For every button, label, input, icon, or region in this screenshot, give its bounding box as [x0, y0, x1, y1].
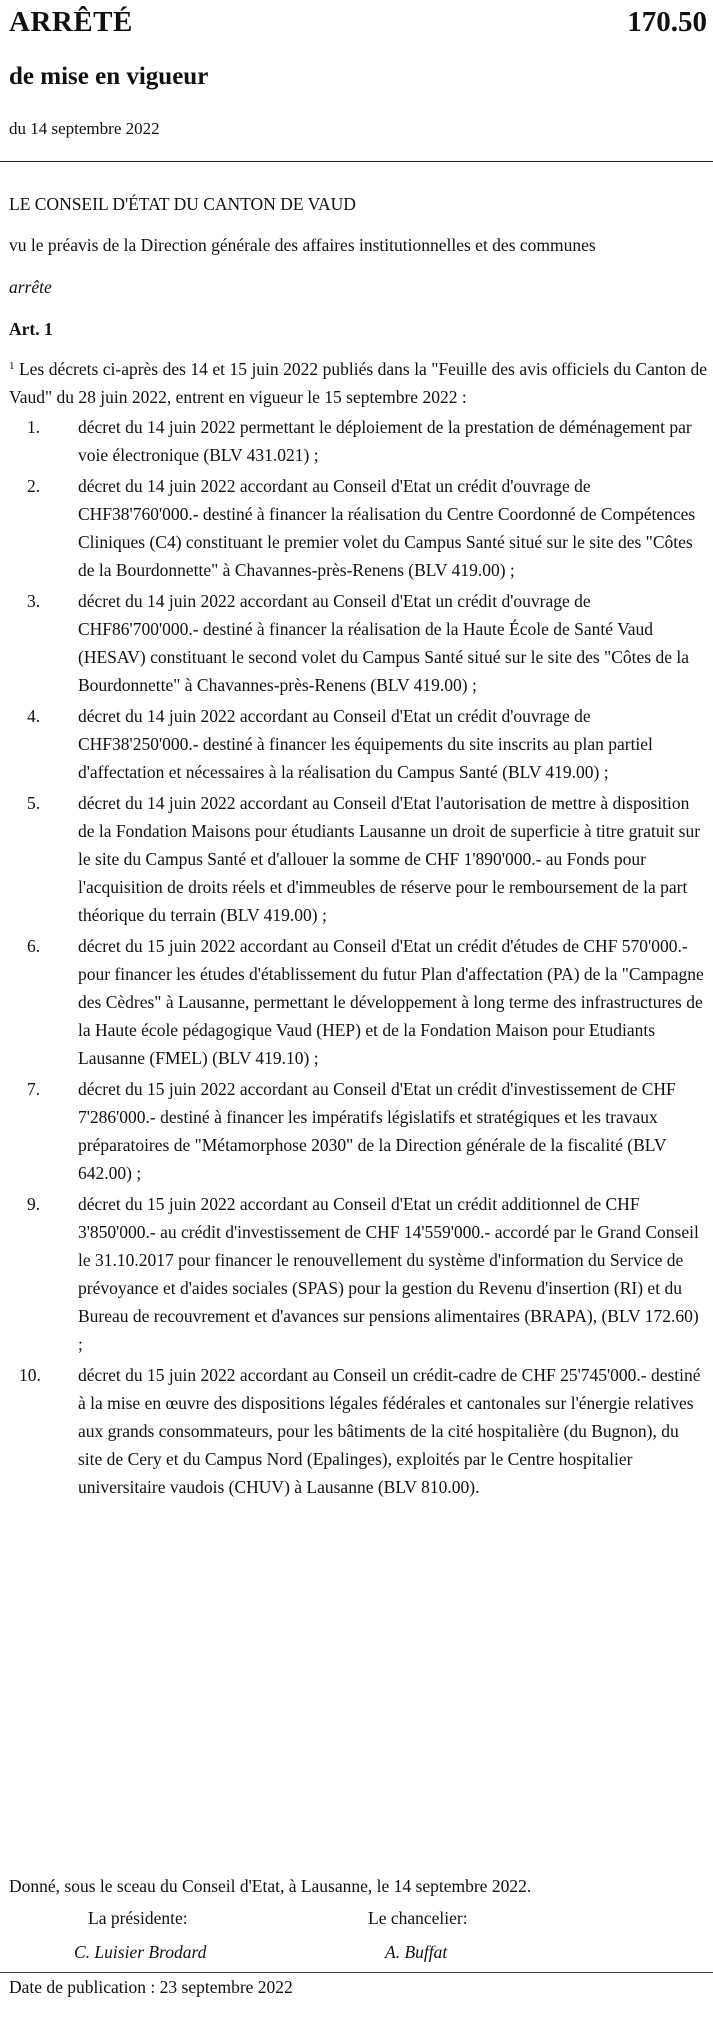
decree-item — [9, 702, 707, 786]
decree-text: décret du 14 juin 2022 accordant au Conseil d'Etat l'autorisation de mettre à disposition de la Fondation Maisons pour étudiants Lausanne un droit de superficie à titre gratuit sur le site du Campus Santé et d'allouer la somme de CHF 1'890'000.- au Fonds pour l'acquisition de droits réels et d'immeubles de réserve pour le remboursement de la part théorique du terrain (BLV 419.00) ; — [78, 793, 701, 925]
decree-number: 2. — [27, 476, 41, 496]
decree-item — [9, 932, 707, 1072]
decree-text: décret du 15 juin 2022 accordant au Conseil d'Etat un crédit d'études de CHF 570'000.- pour financer les études d'établissement du futur Plan d'affectation (PA) de la "Campagne des Cèdres" à Lausanne, permettant le développement à long terme des infrastructures de la Haute école pédagogique Vaud (HEP) et de la Fondation Maison pour Etudiants Lausanne (FMEL) (BLV 419.10) ; — [78, 936, 704, 1068]
decree-number: 1. — [27, 417, 41, 437]
decree-number: 7. — [27, 1079, 41, 1099]
president-name: C. Luisier Brodard — [74, 1942, 207, 1962]
paragraph-number: 1 — [9, 360, 15, 372]
decree-number: 4. — [27, 706, 41, 726]
chancellor-name: A. Buffat — [385, 1942, 448, 1962]
arrete-label: arrête — [9, 277, 52, 297]
closing-statement: Donné, sous le sceau du Conseil d'Etat, à Lausanne, le 14 septembre 2022. — [9, 1876, 532, 1896]
decree-text: décret du 15 juin 2022 accordant au Conseil un crédit-cadre de CHF 25'745'000.- destiné à la mise en œuvre des dispositions légales fédérales et cantonales sur l'énergie relatives aux grands consommateurs, pour les bâtiments de la cité hospitalière (du Bugnon), du site de Cery et du Campus Nord (Epalinges), exploités par le Centre hospitalier universitaire vaudois (CHUV) à Lausanne (BLV 810.00). — [78, 1365, 701, 1497]
decree-text: décret du 14 juin 2022 accordant au Conseil d'Etat un crédit d'ouvrage de CHF38'250'000.- destiné à financer les équipements du site inscrits au plan partiel d'affectation et nécessaires à la réalisation du Campus Santé (BLV 419.00) ; — [78, 706, 653, 782]
decree-list — [9, 413, 707, 1501]
decree-text: décret du 14 juin 2022 permettant le déploiement de la prestation de déménagement par voie électronique (BLV 431.021) ; — [78, 417, 692, 465]
document-type: ARRÊTÉ — [9, 6, 133, 38]
document-number: 170.50 — [627, 6, 707, 38]
decree-text: décret du 14 juin 2022 accordant au Conseil d'Etat un crédit d'ouvrage de CHF38'760'000.- destiné à financer la réalisation du Centre Coordonné de Compétences Cliniques (C4) constituant le premier volet du Campus Santé situé sur le site des "Côtes de la Bourdonnette" à Chavannes-près-Renens (BLV 419.00) ; — [78, 476, 696, 580]
decree-item — [9, 789, 707, 929]
decree-number: 5. — [27, 793, 41, 813]
document-date: du 14 septembre 2022 — [9, 119, 160, 138]
decree-text: décret du 15 juin 2022 accordant au Conseil d'Etat un crédit d'investissement de CHF 7'286'000.- destiné à financer les impératifs législatifs et stratégiques et les travaux préparatoires de "Métamorphose 2030" de la Direction générale de la fiscalité (BLV 642.00) ; — [78, 1079, 676, 1183]
decree-number: 3. — [27, 591, 41, 611]
publication-date: Date de publication : 23 septembre 2022 — [9, 1977, 293, 1997]
decree-item — [9, 587, 707, 699]
header — [9, 6, 707, 46]
article-heading: Art. 1 — [9, 319, 53, 339]
decree-number: 10. — [19, 1365, 41, 1385]
decree-item — [9, 1190, 707, 1358]
decree-item — [9, 413, 707, 469]
decree-text: décret du 15 juin 2022 accordant au Conseil d'Etat un crédit additionnel de CHF 3'850'000.- au crédit d'investissement de CHF 14'559'000.- accordé par le Grand Conseil le 31.10.2017 pour financer le renouvellement du système d'information du Service de prévoyance et d'aides sociales (SPAS) pour la gestion du Revenu d'insertion (RI) et du Bureau de recouvrement et d'avances sur pensions alimentaires (BRAPA), (BLV 172.60) ; — [78, 1194, 699, 1354]
header-divider — [0, 161, 713, 162]
decree-number: 6. — [27, 936, 41, 956]
document-body — [9, 190, 707, 1504]
intro-text: Les décrets ci-après des 14 et 15 juin 2022 publiés dans la "Feuille des avis officiels du Canton de Vaud" du 28 juin 2022, entrent en vigueur le 15 septembre 2022 : — [9, 359, 707, 407]
decree-text: décret du 14 juin 2022 accordant au Conseil d'Etat un crédit d'ouvrage de CHF86'700'000.- destiné à financer la réalisation de la Haute École de Santé Vaud (HESAV) constituant le second volet du Campus Santé situé sur le site des "Côtes de la Bourdonnette" à Chavannes-près-Renens (BLV 419.00) ; — [78, 591, 689, 695]
footer-divider — [0, 1972, 713, 1973]
chancellor-role: Le chancelier: — [368, 1908, 468, 1928]
decree-item — [9, 1361, 707, 1501]
president-role: La présidente: — [88, 1908, 188, 1928]
article-intro — [9, 355, 707, 411]
decree-number: 9. — [27, 1194, 41, 1214]
decree-item — [9, 1075, 707, 1187]
preavis-paragraph: vu le préavis de la Direction générale des affaires institutionnelles et des communes — [9, 235, 596, 255]
decree-item — [9, 472, 707, 584]
council-heading: LE CONSEIL D'ÉTAT DU CANTON DE VAUD — [9, 194, 356, 214]
document-subtitle: de mise en vigueur — [9, 63, 209, 90]
